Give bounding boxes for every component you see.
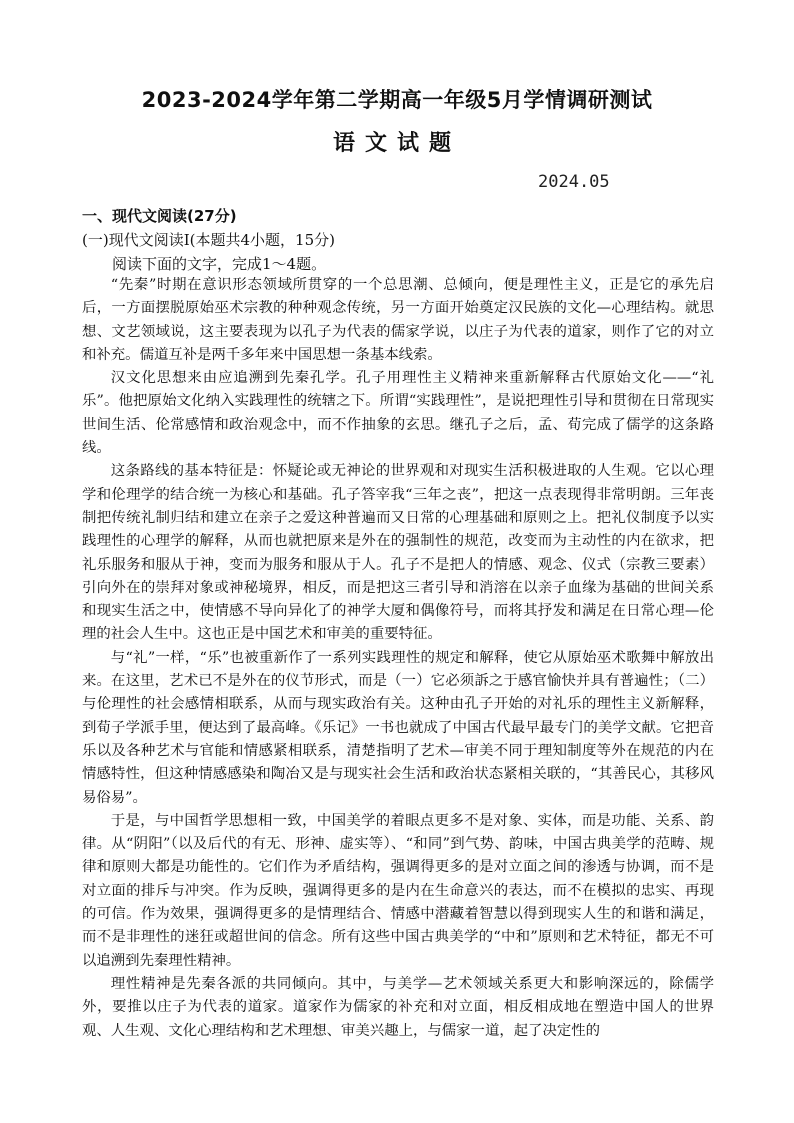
passage-paragraph: 汉文化思想来由应追溯到先秦孔学。孔子用理性主义精神来重新解释古代原始文化——“礼乐”。他把原始文化纳入实践理性的统辖之下。所谓“实践理性”，是说把理性引导和贯彻在日常现实世间生活、伦常感情和政治观念中，而不作抽象的玄思。继孔子之后，孟、荀完成了儒学的这条路线。 xyxy=(82,370,714,457)
section-heading: 一、现代文阅读(27分) xyxy=(82,207,237,225)
reading-passage xyxy=(82,274,714,1043)
subsection-heading: (一)现代文阅读Ⅰ(本题共4小题，15分) xyxy=(82,231,335,249)
passage-paragraph: 这条路线的基本特征是：怀疑论或无神论的世界观和对现实生活积极进取的人生观。它以心理学和伦理学的结合统一为核心和基础。孔子答宰我“三年之丧”，把这一点表现得非常明朗。三年丧制把传统礼制归结和建立在亲子之爱这种普遍而又日常的心理基础和原则之上。把礼仪制度予以实践理性的心理学的解释，从而也就把原来是外在的强制性的规范，改变而为主动性的内在欲求，把礼乐服务和服从于神，变而为服务和服从于人。孔子不是把人的情感、观念、仪式（宗教三要素）引向外在的崇拜对象或神秘境界，相反，而是把这三者引导和消溶在以亲子血缘为基础的世间关系和现实生活之中，使情感不导向异化了的神学大厦和偶像符号，而将其抒发和满足在日常心理—伦理的社会人生中。这也正是中国艺术和审美的重要特征。 xyxy=(82,463,714,643)
exam-date: 2024.05 xyxy=(538,172,610,192)
reading-instruction: 阅读下面的文字，完成1～4题。 xyxy=(112,255,327,273)
passage-paragraph: 与“礼”一样，“乐”也被重新作了一系列实践理性的规定和解释，使它从原始巫术歌舞中解放出来。在这里，艺术已不是外在的仪节形式，而是（一）它必须訴之于感官愉快并具有普遍性；（二）与伦理性的社会感情相联系，从而与现实政治有关。这种由孔子开始的对礼乐的理性主义新解释，到荀子学派手里，便达到了最高峰。《乐记》一书也就成了中国古代最早最专门的美学文献。它把音乐以及各种艺术与官能和情感紧相联系，清楚指明了艺术—审美不同于理知制度等外在规范的内在情感特性，但这种情感感染和陶冶又是与现实社会生活和政治状态紧相关联的，“其善民心，其移风易俗易”。 xyxy=(82,649,714,806)
passage-paragraph: 理性精神是先秦各派的共同倾向。其中，与美学—艺术领域关系更大和影响深远的，除儒学外，要推以庄子为代表的道家。道家作为儒家的补充和对立面，相反相成地在塑造中国人的世界观、人生观、文化心理结构和艺术理想、审美兴趣上，与儒家一道，起了决定性的 xyxy=(82,975,714,1039)
passage-paragraph: 于是，与中国哲学思想相一致，中国美学的着眼点更多不是对象、实体，而是功能、关系、韵律。从“阴阳”（以及后代的有无、形神、虚实等）、“和同”到气势、韵味，中国古典美学的范畴、规律和原则大都是功能性的。它们作为矛盾结构，强调得更多的是对立面之间的渗透与协调，而不是对立面的排斥与冲突。作为反映，强调得更多的是内在生命意兴的表达，而不在模拟的忠实、再现的可信。作为效果，强调得更多的是情理结合、情感中潜藏着智慧以得到现实人生的和谐和满足，而不是非理性的迷狂或超世间的信念。所有这些中国古典美学的“中和”原则和艺术特征，都无不可以追溯到先秦理性精神。 xyxy=(82,812,714,969)
passage-paragraph: “先秦”时期在意识形态领域所贯穿的一个总思潮、总倾向，便是理性主义，正是它的承先启后，一方面摆脱原始巫术宗教的种种观念传统，另一方面开始奠定汉民族的文化—心理结构。就思想、文艺领域说，这主要表现为以孔子为代表的儒家学说，以庄子为代表的道家，则作了它的对立和补充。儒道互补是两千多年来中国思想一条基本线索。 xyxy=(82,277,714,363)
exam-subtitle: 语文试题 xyxy=(332,131,461,156)
exam-title: 2023-2024学年第二学期高一年级5月学情调研测试 xyxy=(141,88,653,112)
